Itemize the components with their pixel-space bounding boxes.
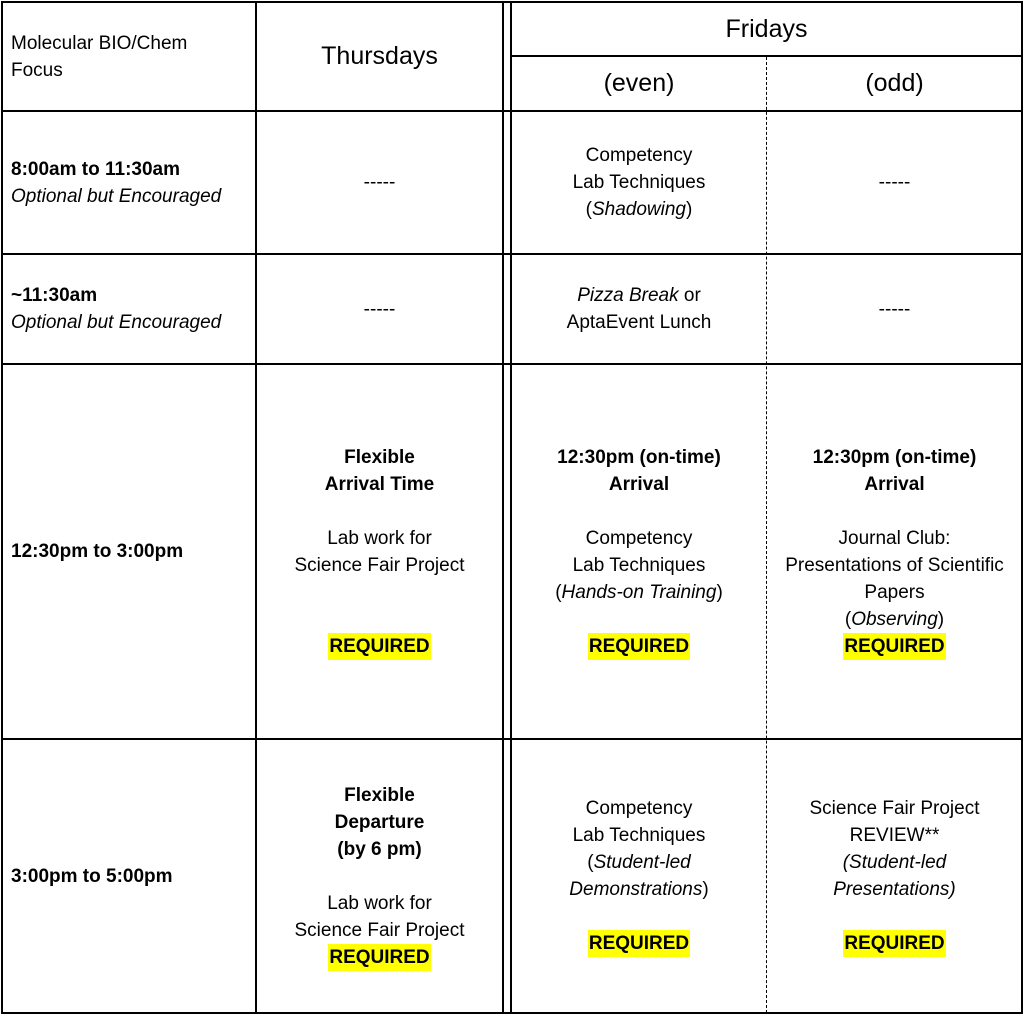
row1-time-cell <box>3 112 255 253</box>
row2-note: Optional but Encouraged <box>11 312 222 333</box>
pizza-break-text: Pizza Break <box>577 285 679 306</box>
row3-odd-line6 <box>845 606 944 633</box>
row1-odd-text: ----- <box>878 172 911 193</box>
focus-line-2: Focus <box>11 59 63 81</box>
row2-thursday-text: ----- <box>363 298 396 320</box>
row4-thursday-cell <box>257 740 502 1012</box>
row3-even-required-badge: REQUIRED <box>588 633 690 660</box>
row4-odd-cell <box>768 740 1021 1012</box>
paren-open: ( <box>587 852 594 873</box>
row3-thursday-cell <box>257 365 502 738</box>
row4-thu-required-badge: REQUIRED <box>328 944 430 971</box>
paren-close: ) <box>716 582 723 603</box>
row3-even-line4: Lab Techniques <box>572 555 706 576</box>
row4-even-line3 <box>587 849 691 876</box>
thursdays-label: Thursdays <box>321 42 438 70</box>
row3-odd-bold1: 12:30pm (on-time) <box>812 447 977 468</box>
row4-even-line1: Competency <box>585 798 693 819</box>
row4-odd-line2: REVIEW** <box>849 825 940 846</box>
row3-thu-required-badge: REQUIRED <box>328 633 430 660</box>
row3-even-line5 <box>555 579 723 606</box>
row4-odd-required-badge: REQUIRED <box>843 930 945 957</box>
row4-even-required-badge: REQUIRED <box>588 930 690 957</box>
row4-thu-bold2: Departure <box>334 812 425 833</box>
paren-close: ) <box>686 199 693 220</box>
student-led-text: Student-led <box>593 852 691 873</box>
row2-time: ~11:30am <box>11 285 98 306</box>
row2-even-line1 <box>577 282 701 309</box>
even-header <box>512 57 766 110</box>
row3-odd-required-badge: REQUIRED <box>843 633 945 660</box>
row3-thu-bold1: Flexible <box>344 447 415 468</box>
paren-close: ) <box>702 879 709 900</box>
row1-even-line1: Competency <box>585 145 693 166</box>
row3-even-bold1: 12:30pm (on-time) <box>557 447 721 468</box>
row3-odd-line4: Presentations of Scientific <box>785 555 1004 576</box>
row1-even-line2: Lab Techniques <box>572 172 706 193</box>
row1-even-line3 <box>586 196 693 223</box>
row3-odd-bold2: Arrival <box>864 474 925 495</box>
row4-even-cell <box>512 740 766 1012</box>
focus-line-1: Molecular BIO/Chem <box>11 32 188 54</box>
border-bottom <box>1 1012 1023 1014</box>
row3-odd-line3: Journal Club: <box>838 528 951 549</box>
row3-even-cell <box>512 365 766 738</box>
row2-odd-text: ----- <box>878 298 911 320</box>
row2-even-cell <box>512 255 766 363</box>
row1-even-cell <box>512 112 766 253</box>
row4-time: 3:00pm to 5:00pm <box>11 865 173 887</box>
border-even-odd-dashed <box>766 57 767 1013</box>
row2-odd-cell <box>768 255 1021 363</box>
row4-odd-line3: (Student-led <box>842 852 947 873</box>
row1-thursday-cell <box>257 112 502 253</box>
row2-even-line2: AptaEvent Lunch <box>566 312 712 333</box>
fridays-label: Fridays <box>725 14 808 43</box>
focus-header <box>3 3 255 110</box>
row1-note: Optional but Encouraged <box>11 185 222 207</box>
row2-thursday-cell <box>257 255 502 363</box>
row3-even-bold2: Arrival <box>608 474 670 495</box>
row2-time-cell <box>3 255 255 363</box>
paren-close: ) <box>937 609 945 630</box>
row1-time: 8:00am to 11:30am <box>11 158 180 180</box>
or-text: or <box>678 285 701 306</box>
row3-thu-line4: Science Fair Project <box>294 555 465 576</box>
odd-header <box>768 57 1021 110</box>
paren-open: ( <box>555 582 562 603</box>
row4-odd-line1: Science Fair Project <box>809 798 980 819</box>
paren-open: ( <box>844 609 852 630</box>
row4-even-line2: Lab Techniques <box>572 825 706 846</box>
row3-time-cell <box>3 365 255 738</box>
row3-even-line3: Competency <box>585 528 693 549</box>
row3-thu-line3: Lab work for <box>327 528 432 549</box>
row4-thu-bold1: Flexible <box>344 785 415 806</box>
row4-odd-line4: Presentations) <box>833 879 956 900</box>
row4-time-cell <box>3 740 255 1012</box>
observing-text: Observing <box>851 609 938 630</box>
border-col2-a <box>502 1 504 1014</box>
thursdays-header <box>257 3 502 110</box>
odd-label: (odd) <box>865 69 924 97</box>
row1-thursday-text: ----- <box>363 172 396 193</box>
demonstrations-text: Demonstrations <box>569 879 703 900</box>
even-label: (even) <box>603 69 675 97</box>
row4-even-line4 <box>569 876 708 903</box>
hands-on-text: Hands-on Training <box>561 582 717 603</box>
paren-open: ( <box>585 199 592 220</box>
row3-thu-bold2: Arrival Time <box>324 474 435 495</box>
row3-odd-line5: Papers <box>864 582 925 603</box>
border-right <box>1021 1 1023 1014</box>
row1-odd-cell <box>768 112 1021 253</box>
row4-thu-line4: Lab work for <box>327 893 432 914</box>
row4-thu-bold3: (by 6 pm) <box>337 839 422 860</box>
fridays-header <box>512 3 1021 55</box>
shadowing-text: Shadowing <box>591 199 687 220</box>
row3-time: 12:30pm to 3:00pm <box>11 541 184 562</box>
row3-odd-cell <box>768 365 1021 738</box>
row4-thu-line5: Science Fair Project <box>294 920 465 941</box>
